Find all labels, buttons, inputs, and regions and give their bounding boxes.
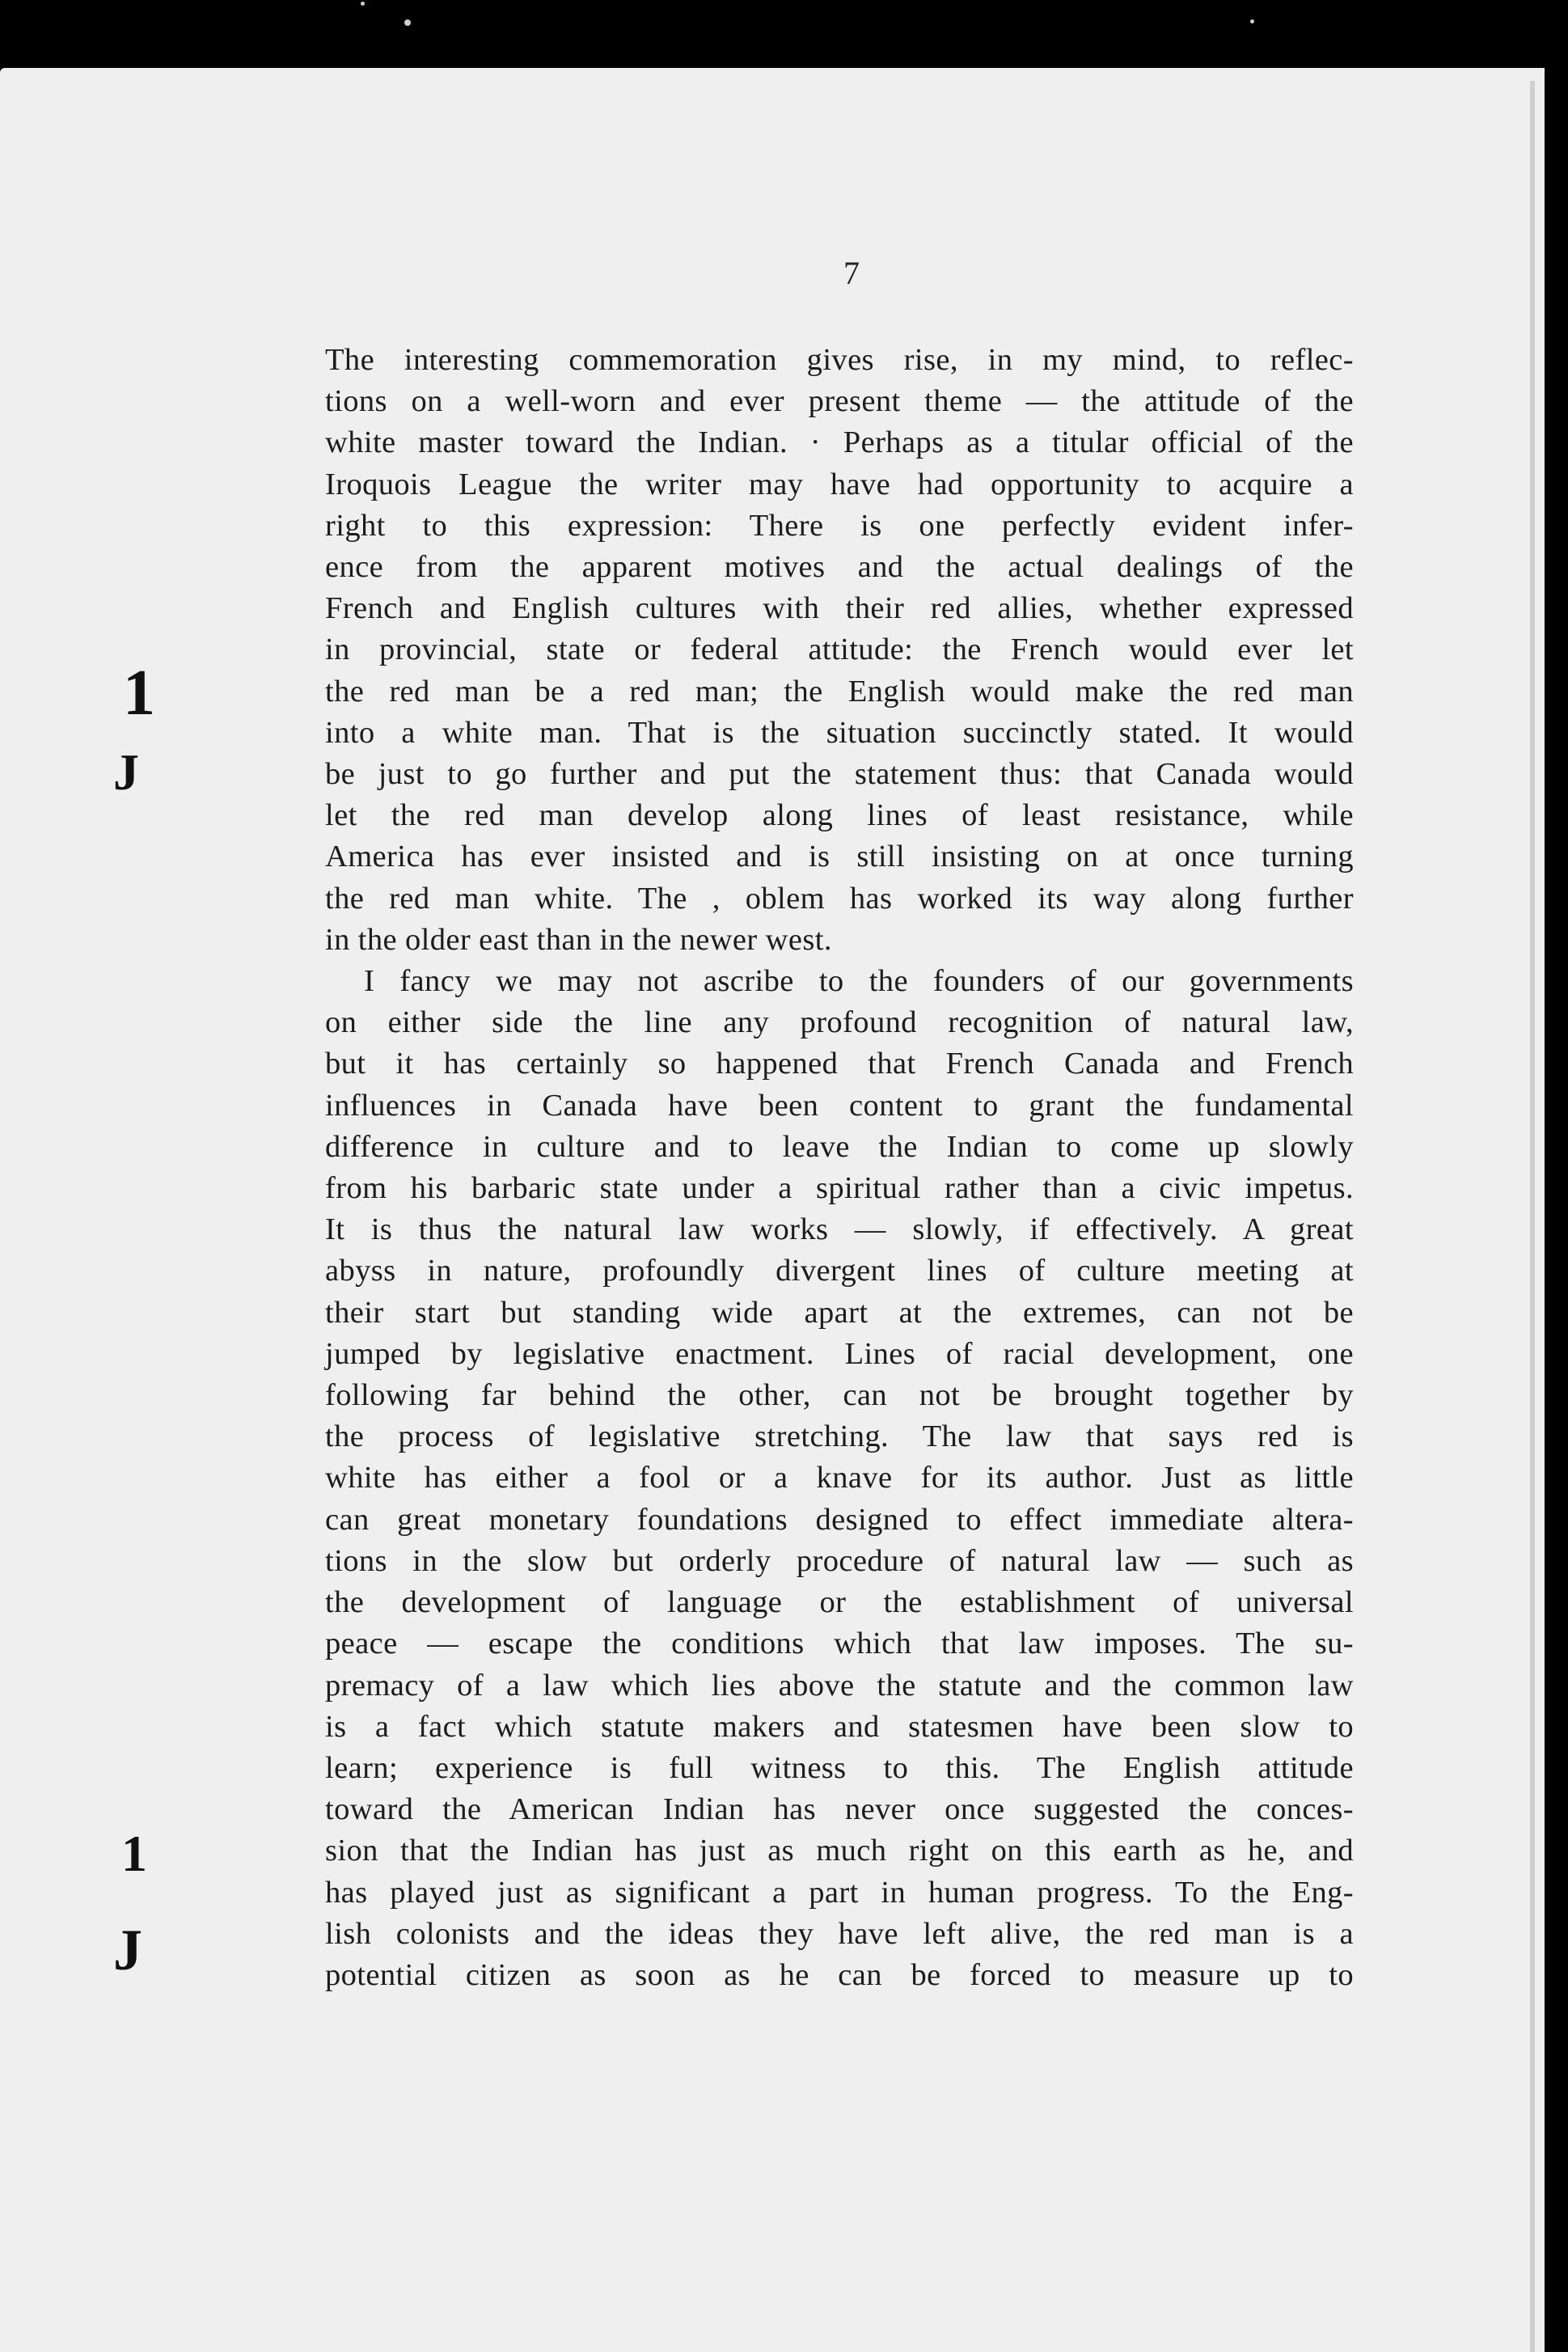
text-line: white master toward the Indian. · Perhaps as a titular official of the — [325, 425, 1354, 460]
body-text — [325, 340, 1354, 1996]
text-line: be just to go further and put the statement thus: that Canada would — [325, 757, 1354, 792]
text-line: is a fact which statute makers and statesmen have been slow to — [325, 1709, 1354, 1744]
text-line: the red man white. The , oblem has worked its way along further — [325, 881, 1354, 916]
text-line: I fancy we may not ascribe to the founders of our governments — [364, 964, 1354, 999]
text-line: right to this expression: There is one perfectly evident infer- — [325, 508, 1354, 543]
text-line: the process of legislative stretching. The law that says red is — [325, 1419, 1354, 1454]
page-number: 7 — [843, 255, 860, 291]
scan-speck — [361, 2, 365, 6]
text-line: into a white man. That is the situation succinctly stated. It would — [325, 715, 1354, 750]
text-line: has played just as significant a part in human progress. To the Eng- — [325, 1875, 1354, 1910]
margin-mark: 1 — [121, 1825, 147, 1882]
text-line: ence from the apparent motives and the actual dealings of the — [325, 550, 1354, 585]
text-line: tions on a well-worn and ever present theme — the attitude of the — [325, 384, 1354, 419]
text-line: The interesting commemoration gives rise, in my mind, to reflec- — [325, 343, 1354, 377]
text-line: influences in Canada have been content to grant the fundamental — [325, 1088, 1354, 1123]
text-line: difference in culture and to leave the Indian to come up slowly — [325, 1129, 1354, 1164]
text-line: their start but standing wide apart at the extremes, can not be — [325, 1295, 1354, 1330]
text-line: can great monetary foundations designed to effect immediate altera- — [325, 1502, 1354, 1537]
scan-speck — [404, 19, 411, 26]
text-line: lish colonists and the ideas they have left alive, the red man is a — [325, 1916, 1354, 1951]
text-line: white has either a fool or a knave for its author. Just as little — [325, 1461, 1354, 1495]
text-line: in the older east than in the newer west. — [325, 922, 832, 957]
text-line: sion that the Indian has just as much right on this earth as he, and — [325, 1834, 1354, 1868]
text-line: the red man be a red man; the English would make the red man — [325, 674, 1354, 709]
text-line: in provincial, state or federal attitude: the French would ever let — [325, 632, 1354, 667]
text-line: Iroquois League the writer may have had opportunity to acquire a — [325, 467, 1354, 501]
text-line: peace — escape the conditions which that law imposes. The su- — [325, 1627, 1354, 1661]
scan-speck — [1250, 19, 1254, 23]
text-line: the development of language or the establishment of universal — [325, 1585, 1354, 1620]
text-line: potential citizen as soon as he can be forced to measure up to — [325, 1957, 1354, 1992]
text-line: jumped by legislative enactment. Lines of racial development, one — [325, 1336, 1354, 1371]
text-line: from his barbaric state under a spiritual rather than a civic impetus. — [325, 1171, 1354, 1206]
text-line: It is thus the natural law works — slowly, if effectively. A great — [325, 1212, 1354, 1247]
margin-mark: J — [113, 743, 139, 801]
text-line: toward the American Indian has never once suggested the conces- — [325, 1792, 1354, 1827]
text-line: America has ever insisted and is still insisting on at once turning — [325, 840, 1354, 874]
text-line: learn; experience is full witness to this. The English attitude — [325, 1750, 1354, 1785]
page-edge — [1530, 81, 1535, 2352]
text-line: tions in the slow but orderly procedure of natural law — such as — [325, 1543, 1354, 1578]
text-line: following far behind the other, can not be brought together by — [325, 1378, 1354, 1413]
text-line: French and English cultures with their red allies, whether expressed — [325, 591, 1354, 626]
text-line: but it has certainly so happened that French Canada and French — [325, 1047, 1354, 1081]
text-line: let the red man develop along lines of least resistance, while — [325, 798, 1354, 833]
text-line: premacy of a law which lies above the statute and the common law — [325, 1668, 1354, 1703]
margin-mark: 1 — [123, 658, 155, 729]
text-line: abyss in nature, profoundly divergent lines of culture meeting at — [325, 1254, 1354, 1288]
margin-mark: J — [113, 1918, 142, 1982]
text-line: on either side the line any profound recognition of natural law, — [325, 1005, 1354, 1040]
